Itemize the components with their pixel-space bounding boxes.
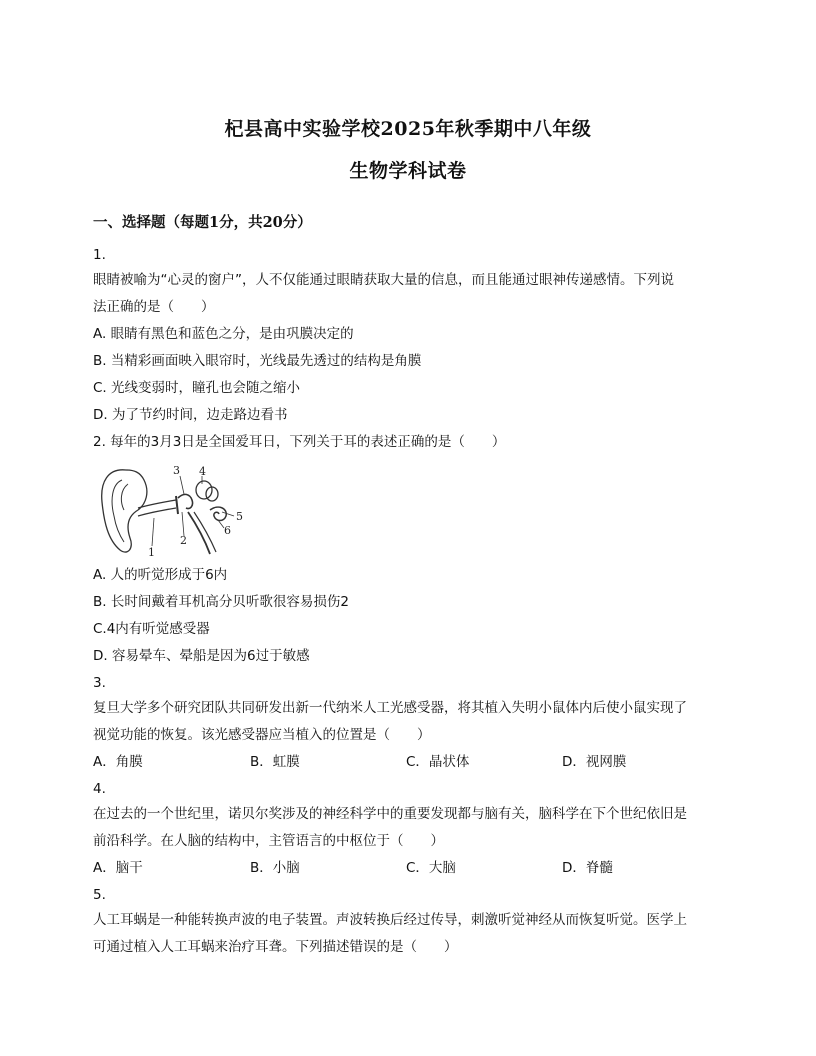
figure-label-2: 2 [180, 534, 187, 547]
figure-label-6: 6 [224, 524, 231, 537]
q1-option-a: A. 眼睛有黑色和蓝色之分，是由巩膜决定的 [93, 326, 354, 342]
q2-option-c: C.4内有听觉感受器 [93, 621, 210, 637]
ear-structure-figure [98, 462, 248, 558]
figure-label-4: 4 [199, 465, 206, 478]
q4-option-a: A．脑干 [93, 860, 143, 876]
q1-stem-line2: 法正确的是（ ） [93, 299, 215, 315]
q1-option-b: B. 当精彩画面映入眼帘时，光线最先透过的结构是角膜 [93, 353, 422, 369]
figure-label-5: 5 [236, 510, 243, 523]
section-heading: 一、选择题（每题1分，共20分） [93, 214, 312, 231]
figure-label-3: 3 [173, 464, 180, 477]
q4-option-c: C．大脑 [406, 860, 456, 876]
q1-number: 1. [93, 247, 106, 263]
q2-option-d: D. 容易晕车、晕船是因为6过于敏感 [93, 648, 310, 664]
exam-subtitle: 生物学科试卷 [349, 160, 467, 182]
q1-stem-line1: 眼睛被喻为“心灵的窗户”，人不仅能通过眼睛获取大量的信息，而且能通过眼神传递感情。下列说 [93, 272, 674, 288]
q3-stem-line2: 视觉功能的恢复。该光感受器应当植入的位置是（ ） [93, 727, 431, 743]
q4-number: 4. [93, 781, 106, 797]
q1-option-c: C. 光线变弱时，瞳孔也会随之缩小 [93, 380, 301, 396]
q4-option-b: B．小脑 [250, 860, 300, 876]
q3-option-c: C．晶状体 [406, 754, 470, 770]
q2-option-b: B. 长时间戴着耳机高分贝听歌很容易损伤2 [93, 594, 349, 610]
q3-stem-line1: 复旦大学多个研究团队共同研发出新一代纳米人工光感受器，将其植入失明小鼠体内后使小鼠实现了 [93, 700, 687, 716]
q3-option-b: B．虹膜 [250, 754, 300, 770]
q4-stem-line1: 在过去的一个世纪里，诺贝尔奖涉及的神经科学中的重要发现都与脑有关，脑科学在下个世纪依旧是 [93, 806, 687, 822]
cochlea-shape [210, 507, 226, 520]
q2-option-a: A. 人的听觉形成于6内 [93, 567, 228, 583]
q3-option-d: D．视网膜 [562, 754, 627, 770]
q4-option-d: D．脊髓 [562, 860, 613, 876]
q5-stem-line2: 可通过植入人工耳蜗来治疗耳聋。下列描述错误的是（ ） [93, 939, 458, 955]
q5-stem-line1: 人工耳蜗是一种能转换声波的电子装置。声波转换后经过传导，刺激听觉神经从而恢复听觉。医学上 [93, 912, 687, 928]
q1-option-d: D. 为了节约时间，边走路边看书 [93, 407, 288, 423]
exam-title: 杞县高中实验学校2025年秋季期中八年级 [224, 118, 592, 140]
q5-number: 5. [93, 887, 106, 903]
q3-option-a: A．角膜 [93, 754, 143, 770]
q2-stem: 2. 每年的3月3日是全国爱耳日，下列关于耳的表述正确的是（ ） [93, 434, 506, 450]
q3-number: 3. [93, 675, 106, 691]
auricle-shape [102, 470, 147, 552]
q4-stem-line2: 前沿科学。在人脑的结构中，主管语言的中枢位于（ ） [93, 833, 444, 849]
figure-label-1: 1 [148, 546, 155, 558]
